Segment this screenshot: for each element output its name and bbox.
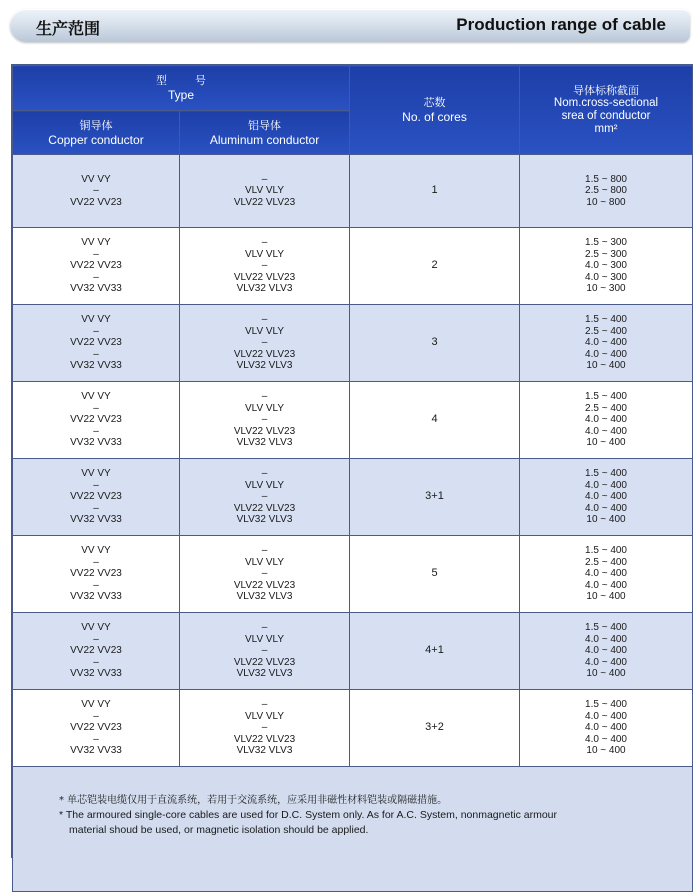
area-cell bbox=[520, 613, 693, 690]
area-cell-line: 2.5 ~ 400 bbox=[585, 325, 627, 337]
aluminum-conductor-cell-line: VLV32 VLV3 bbox=[236, 283, 293, 295]
area-cell bbox=[520, 459, 693, 536]
copper-conductor-cell-line: – bbox=[93, 502, 99, 514]
aluminum-conductor-cell-line: VLV32 VLV3 bbox=[236, 668, 293, 680]
area-cell-line: 4.0 ~ 400 bbox=[585, 502, 627, 514]
table-row bbox=[13, 613, 693, 690]
area-cell-line: 4.0 ~ 400 bbox=[585, 645, 627, 657]
copper-conductor-cell-line: VV22 VV23 bbox=[70, 260, 122, 272]
area-cell-line: 4.0 ~ 400 bbox=[585, 425, 627, 437]
aluminum-conductor-cell-line: – bbox=[261, 699, 268, 711]
aluminum-conductor-cell-line: VLV VLY bbox=[244, 556, 285, 568]
aluminum-conductor-cell-line: VLV22 VLV23 bbox=[233, 502, 296, 514]
area-cell-line: 4.0 ~ 400 bbox=[585, 733, 627, 745]
area-cell-line: 10 ~ 400 bbox=[586, 668, 626, 680]
copper-conductor-cell-line: – bbox=[93, 348, 99, 360]
copper-conductor-cell-line: – bbox=[93, 633, 99, 645]
aluminum-conductor-cell bbox=[180, 459, 350, 536]
table-row bbox=[13, 382, 693, 459]
header-area-en-2: srea of conductor bbox=[561, 110, 651, 122]
cores-cell: 2 bbox=[350, 228, 520, 305]
aluminum-conductor-cell-line: VLV22 VLV23 bbox=[233, 579, 296, 591]
header-type bbox=[13, 66, 350, 111]
copper-conductor-cell-line: – bbox=[93, 710, 99, 722]
aluminum-conductor-cell-line: VLV32 VLV3 bbox=[236, 514, 293, 526]
copper-conductor-cell-line: VV32 VV33 bbox=[70, 437, 122, 449]
area-cell-line: 1.5 ~ 400 bbox=[585, 391, 627, 403]
area-cell bbox=[520, 690, 693, 767]
area-cell-line: 10 ~ 800 bbox=[586, 196, 626, 208]
aluminum-conductor-cell bbox=[180, 305, 350, 382]
aluminum-conductor-cell bbox=[180, 228, 350, 305]
area-cell-line: 10 ~ 400 bbox=[586, 514, 626, 526]
header-cores bbox=[350, 66, 520, 155]
table-row bbox=[13, 228, 693, 305]
header-area-en-1: Nom.cross-sectional bbox=[553, 97, 659, 109]
copper-conductor-cell-line: – bbox=[93, 479, 99, 491]
aluminum-conductor-cell-line: – bbox=[261, 491, 268, 503]
copper-conductor-cell-line: VV22 VV23 bbox=[70, 196, 122, 208]
copper-conductor-cell-line: – bbox=[93, 248, 99, 260]
aluminum-conductor-cell-line: – bbox=[261, 337, 268, 349]
copper-conductor-cell-line: – bbox=[93, 425, 99, 437]
area-cell bbox=[520, 228, 693, 305]
table-body bbox=[13, 155, 693, 767]
aluminum-conductor-cell bbox=[180, 690, 350, 767]
aluminum-conductor-cell-line: – bbox=[261, 645, 268, 657]
aluminum-conductor-cell-line: VLV22 VLV23 bbox=[233, 425, 296, 437]
aluminum-conductor-cell-line: – bbox=[261, 414, 268, 426]
cores-cell: 3+1 bbox=[350, 459, 520, 536]
area-cell-line: 2.5 ~ 400 bbox=[585, 556, 627, 568]
area-cell bbox=[520, 536, 693, 613]
copper-conductor-cell-line: VV32 VV33 bbox=[70, 514, 122, 526]
area-cell-line: 1.5 ~ 400 bbox=[585, 545, 627, 557]
area-cell bbox=[520, 305, 693, 382]
area-cell-line: 1.5 ~ 800 bbox=[585, 173, 627, 185]
copper-conductor-cell bbox=[13, 228, 180, 305]
aluminum-conductor-cell-line: VLV VLY bbox=[244, 248, 285, 260]
copper-conductor-cell-line: – bbox=[93, 656, 99, 668]
area-cell-line: 4.0 ~ 400 bbox=[585, 491, 627, 503]
copper-conductor-cell-line: VV VY bbox=[81, 173, 111, 185]
cores-cell: 1 bbox=[350, 155, 520, 228]
area-cell-line: 4.0 ~ 400 bbox=[585, 348, 627, 360]
cores-cell: 4 bbox=[350, 382, 520, 459]
header-cores-cn: 芯数 bbox=[423, 96, 446, 109]
copper-conductor-cell bbox=[13, 613, 180, 690]
aluminum-conductor-cell-line: VLV32 VLV3 bbox=[236, 745, 293, 757]
aluminum-conductor-cell-line: – bbox=[261, 391, 268, 403]
aluminum-conductor-cell-line: – bbox=[261, 468, 268, 480]
aluminum-conductor-cell-line: VLV VLY bbox=[244, 633, 285, 645]
aluminum-conductor-cell-line: – bbox=[261, 173, 268, 185]
copper-conductor-cell-line: VV32 VV33 bbox=[70, 591, 122, 603]
copper-conductor-cell bbox=[13, 536, 180, 613]
aluminum-conductor-cell-line: – bbox=[261, 545, 268, 557]
header-area-cn: 导体标称截面 bbox=[573, 84, 640, 97]
aluminum-conductor-cell bbox=[180, 536, 350, 613]
area-cell-line: 2.5 ~ 400 bbox=[585, 402, 627, 414]
aluminum-conductor-cell-line: – bbox=[261, 314, 268, 326]
area-cell-line: 4.0 ~ 300 bbox=[585, 271, 627, 283]
aluminum-conductor-cell-line: VLV22 VLV23 bbox=[233, 733, 296, 745]
copper-conductor-cell bbox=[13, 459, 180, 536]
aluminum-conductor-cell-line: VLV32 VLV3 bbox=[236, 437, 293, 449]
copper-conductor-cell-line: VV VY bbox=[81, 391, 111, 403]
header-area bbox=[520, 66, 693, 155]
area-cell-line: 1.5 ~ 300 bbox=[585, 237, 627, 249]
header-cores-en: No. of cores bbox=[402, 110, 467, 124]
aluminum-conductor-cell-line: VLV VLY bbox=[244, 325, 285, 337]
notes-cell bbox=[13, 767, 693, 892]
header-copper-cn: 铜导体 bbox=[79, 118, 113, 132]
copper-conductor-cell-line: – bbox=[93, 556, 99, 568]
table-row bbox=[13, 155, 693, 228]
area-cell bbox=[520, 155, 693, 228]
cores-cell: 4+1 bbox=[350, 613, 520, 690]
copper-conductor-cell-line: VV22 VV23 bbox=[70, 568, 122, 580]
copper-conductor-cell-line: VV VY bbox=[81, 699, 111, 711]
area-cell-line: 4.0 ~ 400 bbox=[585, 337, 627, 349]
header-aluminum-en: Aluminum conductor bbox=[209, 132, 320, 147]
copper-conductor-cell-line: VV22 VV23 bbox=[70, 491, 122, 503]
copper-conductor-cell-line: – bbox=[93, 733, 99, 745]
copper-conductor-cell-line: – bbox=[93, 579, 99, 591]
aluminum-conductor-cell bbox=[180, 382, 350, 459]
copper-conductor-cell-line: – bbox=[93, 271, 99, 283]
area-cell-line: 1.5 ~ 400 bbox=[585, 699, 627, 711]
area-cell-line: 4.0 ~ 400 bbox=[585, 722, 627, 734]
aluminum-conductor-cell-line: – bbox=[261, 260, 268, 272]
area-cell-line: 4.0 ~ 400 bbox=[585, 710, 627, 722]
cores-cell: 3+2 bbox=[350, 690, 520, 767]
copper-conductor-cell-line: VV VY bbox=[81, 314, 111, 326]
area-cell-line: 4.0 ~ 400 bbox=[585, 656, 627, 668]
area-cell-line: 2.5 ~ 800 bbox=[585, 185, 627, 197]
table-row bbox=[13, 536, 693, 613]
title-english: Production range of cable bbox=[456, 15, 666, 34]
area-cell-line: 4.0 ~ 400 bbox=[585, 579, 627, 591]
aluminum-conductor-cell-line: VLV32 VLV3 bbox=[236, 360, 293, 372]
title-chinese: 生产范围 bbox=[36, 19, 101, 38]
area-cell-line: 10 ~ 300 bbox=[586, 283, 626, 295]
table-row bbox=[13, 459, 693, 536]
area-cell-line: 4.0 ~ 400 bbox=[585, 633, 627, 645]
aluminum-conductor-cell-line: – bbox=[261, 622, 268, 634]
area-cell-line: 10 ~ 400 bbox=[586, 360, 626, 372]
area-cell-line: 10 ~ 400 bbox=[586, 745, 626, 757]
header-aluminum-cn: 铝导体 bbox=[248, 118, 281, 132]
copper-conductor-cell bbox=[13, 155, 180, 228]
cores-cell: 3 bbox=[350, 305, 520, 382]
aluminum-conductor-cell-line: – bbox=[261, 568, 268, 580]
production-range-table bbox=[12, 65, 693, 892]
note-english-line-1: * The armoured single-core cables are used for D.C. System only. As for A.C. System, nonmagnetic armour bbox=[59, 809, 557, 821]
copper-conductor-cell bbox=[13, 305, 180, 382]
area-cell-line: 1.5 ~ 400 bbox=[585, 622, 627, 634]
header-area-unit: mm² bbox=[594, 123, 618, 135]
table-row bbox=[13, 305, 693, 382]
copper-conductor-cell-line: – bbox=[93, 185, 99, 197]
aluminum-conductor-cell bbox=[180, 155, 350, 228]
aluminum-conductor-cell bbox=[180, 613, 350, 690]
header-aluminum bbox=[180, 111, 350, 155]
cores-cell: 5 bbox=[350, 536, 520, 613]
area-cell-line: 1.5 ~ 400 bbox=[585, 314, 627, 326]
table-row bbox=[13, 690, 693, 767]
copper-conductor-cell-line: – bbox=[93, 325, 99, 337]
area-cell-line: 10 ~ 400 bbox=[586, 591, 626, 603]
aluminum-conductor-cell-line: – bbox=[261, 237, 268, 249]
aluminum-conductor-cell-line: – bbox=[261, 722, 268, 734]
area-cell-line: 1.5 ~ 400 bbox=[585, 468, 627, 480]
aluminum-conductor-cell-line: VLV VLY bbox=[244, 185, 285, 197]
copper-conductor-cell-line: VV32 VV33 bbox=[70, 745, 122, 757]
header-type-cn: 型 号 bbox=[156, 74, 206, 87]
aluminum-conductor-cell-line: VLV VLY bbox=[244, 402, 285, 414]
aluminum-conductor-cell-line: VLV32 VLV3 bbox=[236, 591, 293, 603]
note-english-line-2: material shoud be used, or magnetic isolation should be applied. bbox=[69, 824, 369, 836]
aluminum-conductor-cell-line: VLV VLY bbox=[244, 710, 285, 722]
note-chinese: * 单芯铠装电缆仅用于直流系统，若用于交流系统，应采用非磁性材料铠装或隔磁措施。 bbox=[59, 795, 448, 806]
aluminum-conductor-cell-line: VLV22 VLV23 bbox=[233, 656, 296, 668]
aluminum-conductor-cell-line: VLV22 VLV23 bbox=[233, 196, 296, 208]
area-cell-line: 4.0 ~ 400 bbox=[585, 414, 627, 426]
production-range-table-wrapper bbox=[11, 64, 693, 858]
header-copper-en: Copper conductor bbox=[48, 132, 144, 147]
copper-conductor-cell-line: VV32 VV33 bbox=[70, 668, 122, 680]
aluminum-conductor-cell-line: VLV VLY bbox=[244, 479, 285, 491]
copper-conductor-cell-line: VV22 VV23 bbox=[70, 722, 122, 734]
title-bar bbox=[10, 9, 690, 42]
copper-conductor-cell-line: VV22 VV23 bbox=[70, 645, 122, 657]
copper-conductor-cell-line: VV VY bbox=[81, 622, 111, 634]
area-cell-line: 2.5 ~ 300 bbox=[585, 248, 627, 260]
aluminum-conductor-cell-line: VLV22 VLV23 bbox=[233, 271, 296, 283]
copper-conductor-cell-line: VV VY bbox=[81, 545, 111, 557]
area-cell-line: 4.0 ~ 400 bbox=[585, 568, 627, 580]
area-cell-line: 4.0 ~ 300 bbox=[585, 260, 627, 272]
copper-conductor-cell-line: VV22 VV23 bbox=[70, 414, 122, 426]
copper-conductor-cell-line: VV VY bbox=[81, 468, 111, 480]
copper-conductor-cell bbox=[13, 382, 180, 459]
area-cell-line: 4.0 ~ 400 bbox=[585, 479, 627, 491]
copper-conductor-cell-line: VV32 VV33 bbox=[70, 360, 122, 372]
copper-conductor-cell-line: VV VY bbox=[81, 237, 111, 249]
copper-conductor-cell bbox=[13, 690, 180, 767]
copper-conductor-cell-line: – bbox=[93, 402, 99, 414]
area-cell-line: 10 ~ 400 bbox=[586, 437, 626, 449]
header-type-en: Type bbox=[168, 88, 195, 102]
copper-conductor-cell-line: VV32 VV33 bbox=[70, 283, 122, 295]
header-copper bbox=[13, 111, 180, 155]
aluminum-conductor-cell-line: VLV22 VLV23 bbox=[233, 348, 296, 360]
copper-conductor-cell-line: VV22 VV23 bbox=[70, 337, 122, 349]
area-cell bbox=[520, 382, 693, 459]
